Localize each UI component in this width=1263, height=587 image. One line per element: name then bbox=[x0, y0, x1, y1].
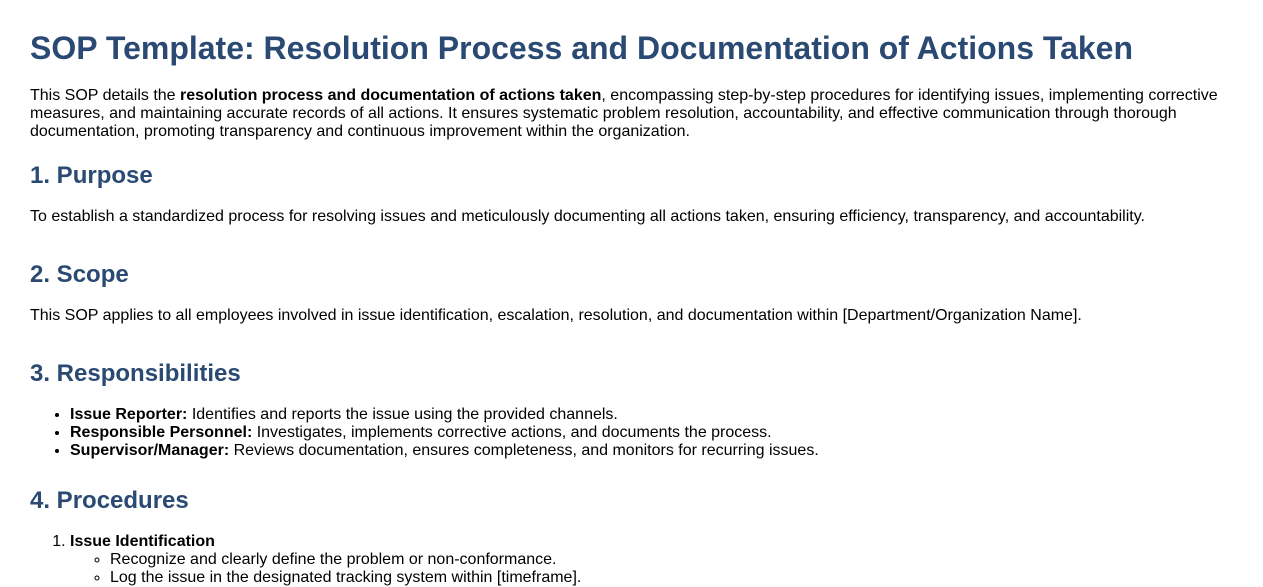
role-label: Supervisor/Manager: bbox=[70, 442, 230, 459]
procedures-heading: 4. Procedures bbox=[30, 487, 189, 514]
list-item bbox=[70, 442, 1233, 460]
procedures-list bbox=[30, 533, 1233, 587]
procedure-substeps bbox=[70, 551, 1233, 587]
list-item: ◦ Recognize and clearly define the problem or non-conformance. bbox=[110, 551, 1233, 569]
intro-text-after: , encompassing step-by-step procedures for identifying issues, implementing corrective measures, and maintaining accurate records of all actions. It ensures systematic problem resolution, accountability, and effective communication through thorough documentation, promoting transparency and continuous improvement within the organization. bbox=[30, 87, 1218, 140]
intro-paragraph bbox=[30, 87, 1233, 141]
procedure-step bbox=[70, 533, 1233, 587]
intro-text-bold: resolution process and documentation of actions taken bbox=[180, 87, 602, 104]
role-label: Responsible Personnel: bbox=[70, 424, 253, 441]
role-description: Identifies and reports the issue using the provided channels. bbox=[187, 406, 618, 423]
responsibilities-list bbox=[30, 406, 1233, 460]
purpose-heading: 1. Purpose bbox=[30, 162, 153, 189]
scope-text: This SOP applies to all employees involved in issue identification, escalation, resolution, and documentation within [Department/Organization Name]. bbox=[30, 307, 1082, 324]
purpose-text: To establish a standardized process for resolving issues and meticulously documenting all actions taken, ensuring efficiency, transparency, and accountability. bbox=[30, 208, 1145, 225]
responsibilities-heading: 3. Responsibilities bbox=[30, 360, 241, 387]
intro-text-before: This SOP details the bbox=[30, 87, 180, 104]
procedure-step-title: Issue Identification bbox=[70, 533, 215, 550]
scope-heading: 2. Scope bbox=[30, 261, 129, 288]
role-description: Reviews documentation, ensures completeness, and monitors for recurring issues. bbox=[229, 442, 819, 459]
page-title: SOP Template: Resolution Process and Documentation of Actions Taken bbox=[30, 30, 1133, 66]
role-label: Issue Reporter: bbox=[70, 406, 188, 423]
list-item bbox=[70, 424, 1233, 442]
list-item: ◦ Log the issue in the designated tracking system within [timeframe]. bbox=[110, 569, 1233, 587]
role-description: Investigates, implements corrective actions, and documents the process. bbox=[252, 424, 772, 441]
list-item bbox=[70, 406, 1233, 424]
